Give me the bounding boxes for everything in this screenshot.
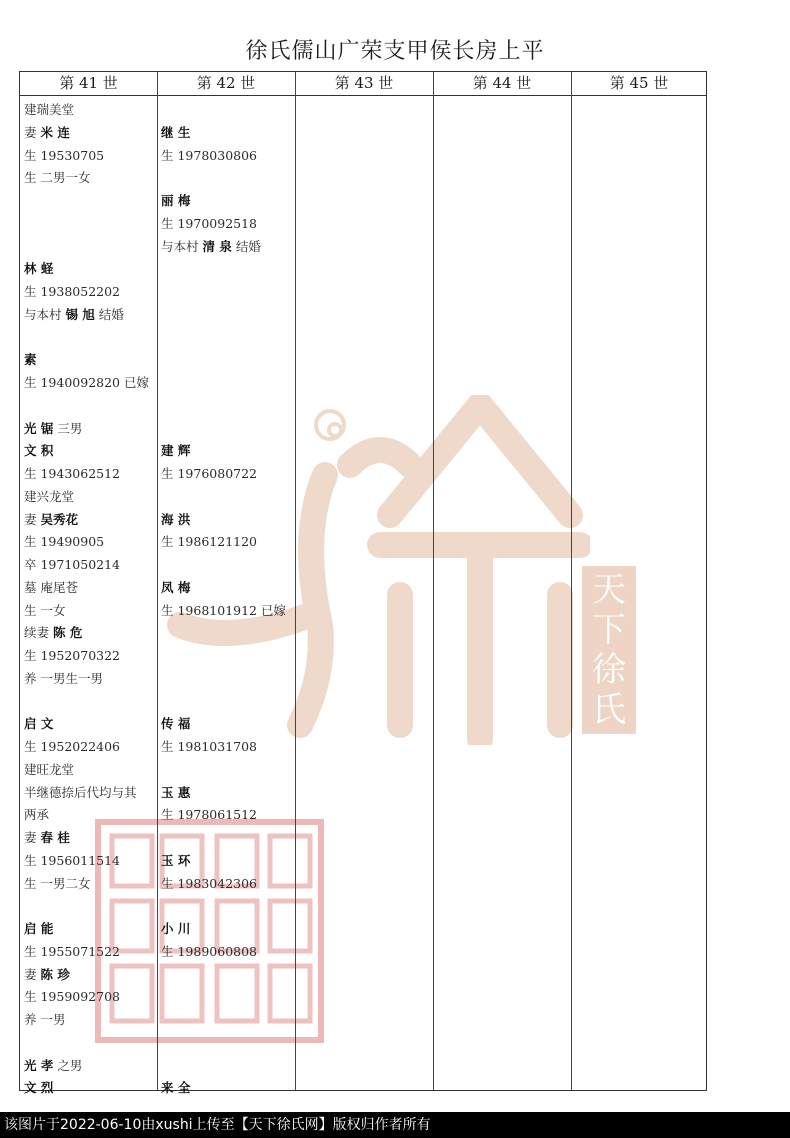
entry-line — [24, 282, 120, 300]
entry-line — [24, 100, 74, 118]
person-name: 启 文 — [24, 716, 54, 732]
copyright-footer: 该图片于2022-06-10由xushi上传至【天下徐氏网】版权归作者所有 — [0, 1112, 790, 1138]
person-name: 凤 梅 — [161, 579, 191, 595]
person-name: 素 — [24, 352, 37, 368]
page-title: 徐氏儒山广荣支甲侯长房上平 — [245, 39, 545, 64]
person-name: 传 福 — [161, 716, 191, 732]
entry-line — [24, 1078, 53, 1096]
person-name: 光 锯 — [24, 420, 54, 436]
entry-text: 生 1955071522 — [24, 943, 121, 959]
entry-line — [24, 146, 104, 164]
entry-line — [161, 123, 190, 141]
entry-text: 生 二男一女 — [24, 170, 91, 186]
entry-text: 建兴龙堂 — [24, 488, 75, 504]
entry-line — [24, 123, 70, 141]
header-gen-45: 第 45 世 — [609, 74, 669, 92]
column-divider — [571, 72, 572, 1090]
person-name: 春 桂 — [40, 830, 70, 845]
entry-line — [24, 1010, 65, 1028]
entry-line — [24, 851, 120, 869]
entry-line — [24, 760, 74, 778]
entry-text: 生 1981031708 — [161, 739, 258, 754]
entry-text: 两承 — [24, 807, 50, 823]
column-divider — [433, 72, 434, 1090]
person-name: 清 泉 — [202, 238, 232, 254]
watermark-line: 天下 — [592, 570, 626, 650]
person-name: 吴秀花 — [40, 511, 78, 527]
entry-line — [24, 487, 74, 505]
entry-line — [24, 874, 90, 892]
entry-text: 建瑞美堂 — [24, 102, 75, 117]
entry-line — [24, 669, 103, 687]
entry-line — [24, 714, 53, 732]
entry-line — [161, 237, 261, 255]
person-name: 启 能 — [24, 921, 54, 936]
person-name: 继 生 — [161, 124, 191, 140]
entry-line — [161, 146, 257, 164]
column-divider — [295, 72, 296, 1090]
entry-prefix: 妻 — [24, 966, 41, 982]
entry-prefix: 妻 — [24, 124, 41, 140]
entry-line — [24, 623, 82, 641]
entry-line — [24, 783, 137, 801]
entry-prefix: 续妻 — [24, 625, 53, 641]
table-header-row — [20, 72, 706, 96]
entry-line — [24, 464, 120, 482]
entry-suffix: 结婚 — [94, 306, 124, 322]
person-name: 小 川 — [161, 921, 191, 936]
entry-text: 生 1959092708 — [24, 989, 121, 1005]
entry-line — [161, 214, 257, 232]
person-name: 海 洪 — [161, 511, 191, 527]
entry-line — [161, 851, 190, 869]
entry-text: 养 一男生一男 — [24, 670, 103, 686]
entry-line — [161, 805, 257, 823]
entry-suffix: 之男 — [53, 1057, 83, 1073]
person-name: 玉 环 — [161, 852, 191, 868]
entry-line — [24, 555, 120, 573]
entry-text: 生 1940092820 已嫁 — [24, 375, 149, 390]
entry-line — [24, 510, 78, 528]
entry-line — [24, 532, 104, 550]
person-name: 丽 梅 — [161, 193, 191, 208]
entry-line — [161, 783, 190, 801]
entry-line — [24, 578, 78, 596]
entry-line — [161, 942, 257, 960]
watermark-line: 徐氏 — [592, 650, 626, 730]
entry-line — [24, 373, 149, 391]
person-name: 米 连 — [40, 124, 70, 140]
entry-line — [161, 714, 190, 732]
entry-text: 生 一男二女 — [24, 875, 91, 891]
entry-line — [161, 601, 286, 619]
entry-suffix: 结婚 — [231, 238, 261, 254]
entry-line — [24, 350, 37, 368]
entry-text: 生 1989060808 — [161, 943, 258, 959]
person-name: 玉 惠 — [161, 784, 191, 800]
entry-line — [161, 874, 257, 892]
entry-line — [161, 578, 190, 596]
entry-suffix: 三男 — [53, 420, 83, 436]
person-name: 林 蛏 — [24, 261, 54, 277]
entry-text: 生 1943062512 — [24, 466, 121, 481]
person-name: 建 辉 — [161, 443, 191, 459]
entry-text: 生 1938052202 — [24, 284, 121, 299]
header-gen-42: 第 42 世 — [196, 74, 256, 92]
entry-text: 生 1970092518 — [161, 215, 258, 231]
entry-prefix: 妻 — [24, 830, 41, 845]
entry-text: 生 1978030806 — [161, 147, 258, 163]
entry-text: 半继德捺后代均与其 — [24, 784, 137, 800]
person-name: 文 烈 — [24, 1080, 54, 1096]
entry-line — [24, 441, 53, 459]
entry-text: 建旺龙堂 — [24, 761, 75, 777]
entry-line — [24, 305, 124, 323]
header-gen-43: 第 43 世 — [334, 74, 394, 92]
person-name: 锡 旭 — [65, 306, 95, 322]
entry-text: 生 1952070322 — [24, 648, 121, 663]
entry-text: 卒 1971050214 — [24, 557, 121, 572]
person-name: 文 积 — [24, 443, 54, 459]
entry-text: 生 1986121120 — [161, 534, 258, 550]
entry-line — [161, 532, 257, 550]
entry-text: 墓 庵尾苍 — [24, 579, 78, 595]
entry-line — [24, 987, 120, 1005]
entry-line — [24, 601, 65, 619]
entry-text: 生 1978061512 — [161, 807, 258, 823]
entry-line — [24, 419, 82, 437]
entry-line — [24, 805, 49, 823]
genealogy-table — [19, 71, 707, 1096]
entry-line — [161, 1078, 190, 1096]
entry-line — [161, 510, 190, 528]
entry-line — [24, 737, 120, 755]
entry-line — [161, 464, 257, 482]
entry-line — [161, 737, 257, 755]
entry-text: 生 1952022406 — [24, 739, 121, 754]
person-name: 陈 危 — [52, 625, 83, 641]
header-gen-44: 第 44 世 — [472, 74, 532, 92]
person-name: 陈 珍 — [40, 966, 70, 982]
entry-text: 生 1968101912 已嫁 — [161, 602, 286, 618]
entry-prefix: 妻 — [24, 511, 41, 527]
entry-line — [24, 1056, 82, 1074]
person-name: 来 全 — [161, 1080, 191, 1096]
entry-line — [24, 965, 70, 983]
entry-text: 生 1983042306 — [161, 875, 258, 891]
entry-line — [24, 919, 53, 937]
entry-line — [24, 828, 70, 846]
entry-text: 生 一女 — [24, 602, 66, 618]
entry-line — [24, 646, 120, 664]
entry-line — [161, 441, 190, 459]
entry-text: 生 1956011514 — [24, 852, 121, 868]
entry-line — [161, 919, 190, 937]
entry-line — [24, 168, 90, 186]
column-divider — [157, 72, 158, 1090]
entry-text: 生 19490905 — [24, 534, 105, 550]
entry-text: 生 19530705 — [24, 147, 105, 163]
entry-text: 生 1976080722 — [161, 466, 258, 481]
entry-prefix: 与本村 — [24, 306, 66, 322]
entry-line — [161, 191, 190, 209]
entry-prefix: 与本村 — [161, 238, 203, 254]
entry-line — [24, 259, 53, 277]
entry-text: 养 一男 — [24, 1012, 66, 1027]
header-gen-41: 第 41 世 — [59, 74, 118, 92]
person-name: 光 孝 — [24, 1057, 54, 1073]
entry-line — [24, 942, 120, 960]
